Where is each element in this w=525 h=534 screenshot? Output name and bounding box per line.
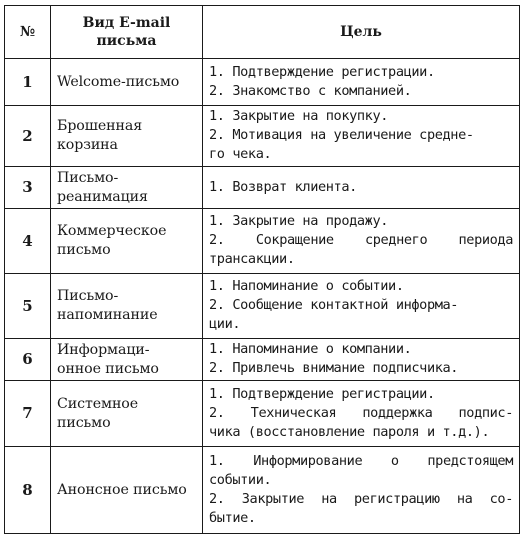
table-row: [5, 106, 520, 167]
goal-line: 1. Возврат клиента.: [209, 178, 357, 195]
header-type-label: Вид E-mail письма: [82, 15, 171, 49]
type-line: Брошенная: [57, 118, 143, 134]
header-type: [51, 6, 203, 59]
row-number: 8: [5, 447, 51, 534]
email-goal: [203, 209, 520, 274]
email-types-table: [4, 5, 520, 534]
row-number: 5: [5, 274, 51, 339]
email-type: [51, 381, 203, 447]
goal-line: 1. Напоминание о событии.: [209, 278, 404, 294]
row-number: 7: [5, 381, 51, 447]
type-line: Системное: [57, 395, 139, 412]
goal-line: бытие.: [209, 509, 256, 526]
goal-line: 1. Подтверждение регистрации.: [209, 385, 435, 402]
email-type: [51, 274, 203, 339]
row-number: 4: [5, 209, 51, 274]
table-row: [5, 59, 520, 106]
email-type: [51, 209, 203, 274]
goal-line: 1. Закрытие на продажу.: [209, 213, 389, 229]
email-type: [51, 167, 203, 209]
type-line: письмо: [57, 242, 111, 258]
email-goal: [203, 339, 520, 381]
goal-line: го чека.: [209, 146, 272, 162]
goal-line: событии.: [209, 471, 272, 488]
email-goal: [203, 59, 520, 106]
type-line: напоминание: [57, 307, 158, 323]
email-goal: [203, 167, 520, 209]
type-line: Письмо-: [57, 169, 119, 186]
table-row: [5, 167, 520, 209]
table-row: [5, 209, 520, 274]
goal-line: 1. Подтверждение регистрации.: [209, 63, 435, 80]
email-type: Анонсное письмо: [51, 447, 203, 534]
header-num: №: [5, 6, 51, 59]
type-line: Письмо-: [57, 288, 119, 304]
email-type: Welcome-письмо: [51, 59, 203, 106]
goal-line: 2. Мотивация на увеличение средне-: [209, 127, 474, 143]
email-goal: [203, 106, 520, 167]
email-type: [51, 339, 203, 381]
email-type: [51, 106, 203, 167]
goal-line: ции.: [209, 316, 241, 332]
header-goal: Цель: [203, 6, 520, 59]
goal-line: 2. Привлечь внимание подписчика.: [209, 360, 459, 376]
goal-line: 2. Техническая поддержка подпис-: [209, 404, 513, 421]
type-line: Коммерческое: [57, 223, 167, 239]
goal-line: трансакции.: [209, 251, 295, 267]
type-line: реанимация: [57, 188, 148, 205]
type-line: онное письмо: [57, 360, 159, 377]
goal-line: 2. Закрытие на регистрацию на со-: [209, 490, 513, 507]
email-goal: [203, 447, 520, 534]
goal-line: чика (восстановление пароля и т.д.).: [209, 423, 490, 440]
goal-line: 2. Сообщение контактной информа-: [209, 297, 459, 313]
type-line: Информаци-: [57, 341, 150, 358]
email-goal: [203, 381, 520, 447]
goal-line: 1. Информирование о предстоящем: [209, 452, 513, 469]
row-number: 2: [5, 106, 51, 167]
goal-line: 1. Напоминание о компании.: [209, 341, 412, 357]
type-line: корзина: [57, 137, 118, 153]
goal-line: 1. Закрытие на покупку.: [209, 108, 389, 124]
header-row: [5, 6, 520, 59]
type-line: письмо: [57, 414, 111, 431]
row-number: 6: [5, 339, 51, 381]
table-row: [5, 339, 520, 381]
table-row: [5, 274, 520, 339]
goal-line: 2. Сокращение среднего периода: [209, 232, 513, 248]
email-goal: [203, 274, 520, 339]
goal-line: 2. Знакомство с компанией.: [209, 82, 412, 99]
table-row: [5, 381, 520, 447]
row-number: 1: [5, 59, 51, 106]
row-number: 3: [5, 167, 51, 209]
table-row: [5, 447, 520, 534]
